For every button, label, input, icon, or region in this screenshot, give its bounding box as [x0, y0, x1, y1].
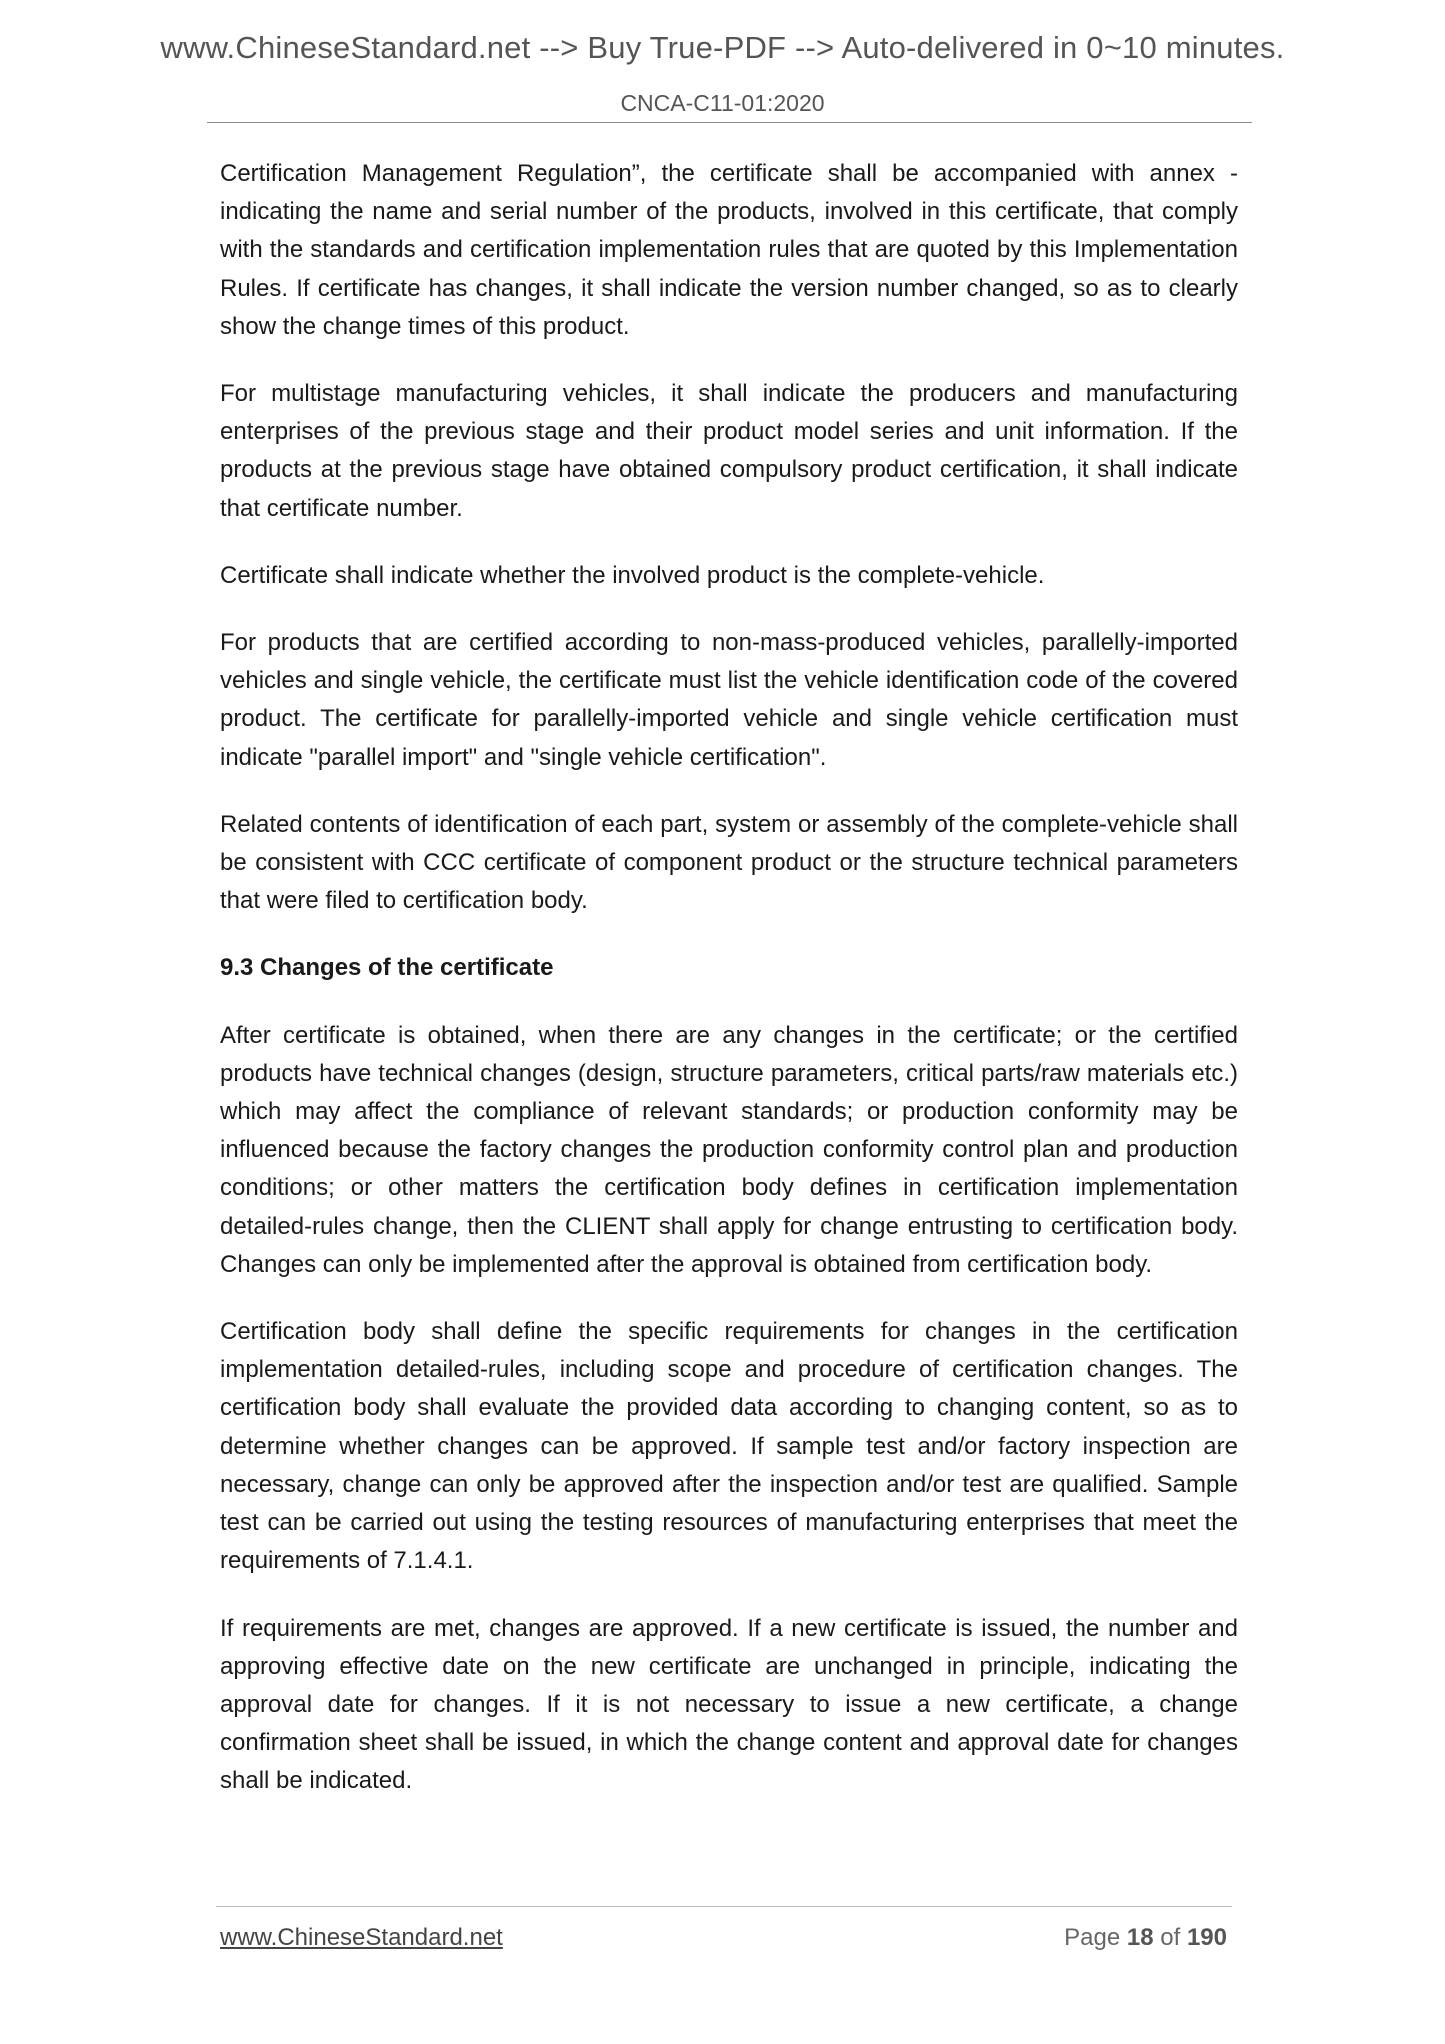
- paragraph: Certification body shall define the specific requirements for changes in the certification implementation detailed-rules, including scope and procedure of certification changes. The certification body shall evaluate the provided data according to changing content, so as to determine whether changes can be approved. If sample test and/or factory inspection are necessary, change can only be approved after the inspection and/or test are qualified. Sample test can be carried out using the testing resources of manufacturing enterprises that meet the requirements of 7.1.4.1.: [220, 1318, 1238, 1575]
- header-divider: [207, 122, 1252, 123]
- paragraph: After certificate is obtained, when there are any changes in the certificate; or the certified products have technical changes (design, structure parameters, critical parts/raw materials etc.) which may affect the compliance of relevant standards; or production conformity may be influenced because the factory changes the production conformity control plan and production conditions; or other matters the certification body defines in certification implementation detailed-rules change, then the CLIENT shall apply for change entrusting to certification body. Changes can only be implemented after the approval is obtained from certification body.: [220, 1021, 1238, 1278]
- section-heading: 9.3 Changes of the certificate: [220, 954, 554, 982]
- document-code: CNCA-C11-01:2020: [620, 90, 825, 116]
- page-label: Page: [1064, 1924, 1121, 1951]
- footer-divider: [216, 1906, 1232, 1907]
- page-content: [220, 155, 1238, 1830]
- page-of-label: of: [1160, 1924, 1181, 1951]
- page-number: [1064, 1924, 1227, 1952]
- footer-site-link[interactable]: www.ChineseStandard.net: [220, 1924, 503, 1951]
- paragraph: Related contents of identification of each part, system or assembly of the complete-vehicle shall be consistent with CCC certificate of component product or the structure technical parameters that were filed to certification body.: [220, 810, 1238, 915]
- total-pages: 190: [1186, 1924, 1227, 1951]
- paragraph: Certificate shall indicate whether the involved product is the complete-vehicle.: [220, 561, 1045, 589]
- paragraph: If requirements are met, changes are approved. If a new certificate is issued, the number and approving effective date on the new certificate are unchanged in principle, indicating the approval date for changes. If it is not necessary to issue a new certificate, a change confirmation sheet shall be issued, in which the change content and approval date for changes shall be indicated.: [220, 1614, 1238, 1795]
- paragraph: For products that are certified according to non-mass-produced vehicles, parallelly-imported vehicles and single vehicle, the certificate must list the vehicle identification code of the covered product. The certificate for parallelly-imported vehicle and single vehicle certification must indicate "parallel import" and "single vehicle certification".: [220, 629, 1238, 771]
- paragraph: Certification Management Regulation”, the certificate shall be accompanied with annex - indicating the name and serial number of the products, involved in this certificate, that comply with the standards and certification implementation rules that are quoted by this Implementation Rules. If certificate has changes, it shall indicate the version number changed, so as to clearly show the change times of this product.: [220, 160, 1238, 340]
- paragraph: For multistage manufacturing vehicles, it shall indicate the producers and manufacturing enterprises of the previous stage and their product model series and unit information. If the products at the previous stage have obtained compulsory product certification, it shall indicate that certificate number.: [220, 380, 1238, 522]
- current-page: 18: [1126, 1924, 1154, 1951]
- top-banner: www.ChineseStandard.net --> Buy True-PDF --> Auto-delivered in 0~10 minutes.: [160, 30, 1285, 65]
